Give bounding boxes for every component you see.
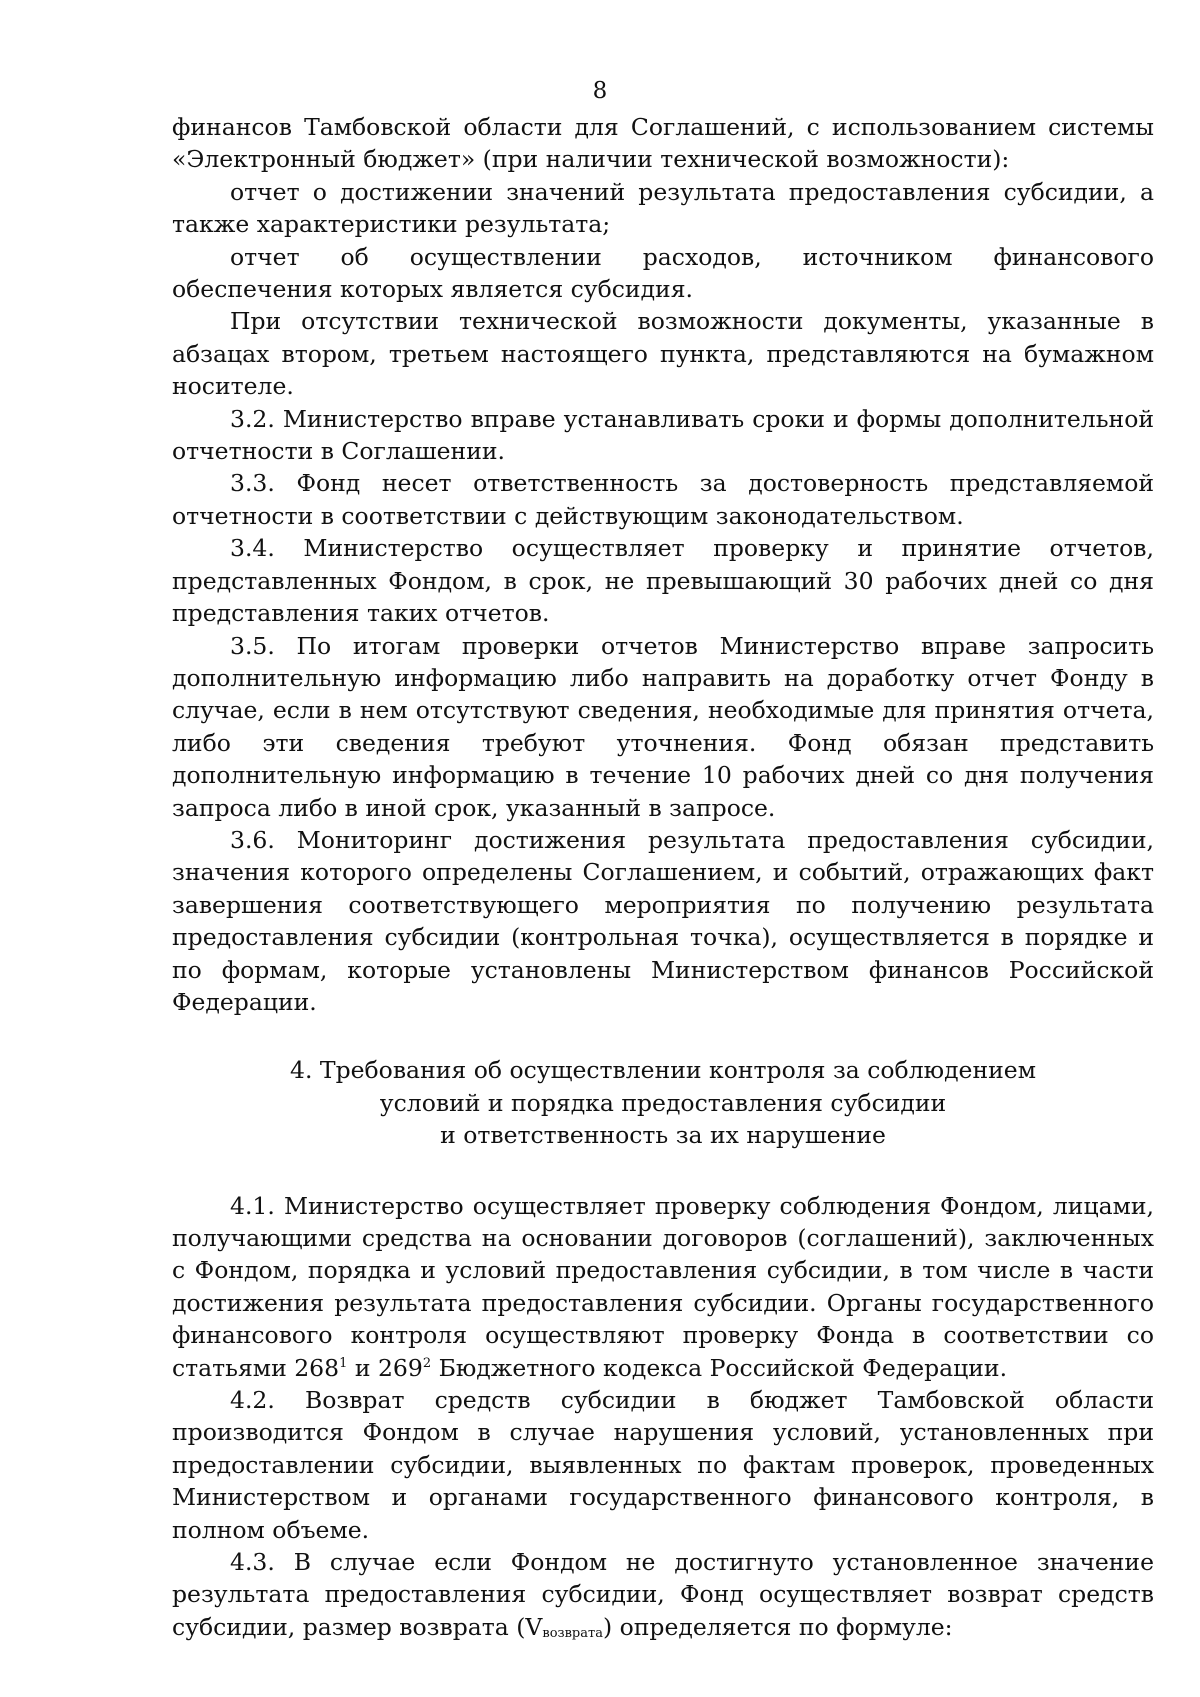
section-heading-line-1: 4. Требования об осуществлении контроля за соблюдением xyxy=(290,1056,1036,1085)
section-4-heading xyxy=(172,1054,1154,1151)
section-heading-line-2: условий и порядка предоставления субсидии xyxy=(379,1088,947,1117)
page-number: 8 xyxy=(592,78,608,104)
paragraph-4-1-end: Бюджетного кодекса Российской Федерации. xyxy=(431,1353,1008,1382)
article-superscript-2: 2 xyxy=(422,1355,432,1371)
paragraph-4-1-mid: и 269 xyxy=(347,1353,423,1382)
paragraph-report-expenses: отчет об осуществлении расходов, источником финансового обеспечения которых является субсидия. xyxy=(172,242,1154,304)
paragraph-3-2: 3.2. Министерство вправе устанавливать сроки и формы дополнительной отчетности в Соглашении. xyxy=(172,404,1154,466)
paragraph-3-6: 3.6. Мониторинг достижения результата предоставления субсидии, значения которого определены Соглашением, и событий, отражающих факт завершения соответствующего мероприятия по получению результата предоставления субсидии (контрольная точка), осуществляется в порядке и по формам, которые установлены Министерством финансов Российской Федерации. xyxy=(172,825,1154,1016)
paragraph-3-4: 3.4. Министерство осуществляет проверку и принятие отчетов, представленных Фондом, в срок, не превышающий 30 рабочих дней со дня представления таких отчетов. xyxy=(172,534,1154,628)
paragraph-paper-submission: При отсутствии технической возможности документы, указанные в абзацах втором, третьем настоящего пункта, представляются на бумажном носителе. xyxy=(172,307,1154,401)
paragraph-4-1-text: 4.1. Министерство осуществляет проверку соблюдения Фондом, лицами, получающими средства на основании договоров (соглашений), заключенных с Фондом, порядка и условий предоставления субсидии, в том числе в части достижения результата предоставления субсидии. Органы государственного финансового контроля осуществляют проверку Фонда в соответствии со статьями 268 xyxy=(172,1191,1154,1382)
paragraph-4-3-end: ) определяется по формуле: xyxy=(602,1612,953,1641)
document-body xyxy=(172,111,1154,1643)
paragraph-4-2: 4.2. Возврат средств субсидии в бюджет Тамбовской области производится Фондом в случае нарушения условий, установленных при предоставлении субсидии, выявленных по фактам проверок, проведенных Министерством и органами государственного финансового контроля, в полном объеме. xyxy=(172,1386,1154,1544)
section-heading-line-3: и ответственность за их нарушение xyxy=(440,1121,886,1150)
paragraph-4-1 xyxy=(172,1190,1154,1384)
paragraph-3-5: 3.5. По итогам проверки отчетов Министерство вправе запросить дополнительную информацию либо направить на доработку отчет Фонду в случае, если в нем отсутствуют сведения, необходимые для принятия отчета, либо эти сведения требуют уточнения. Фонд обязан представить дополнительную информацию в течение 10 рабочих дней со дня получения запроса либо в иной срок, указанный в запросе. xyxy=(172,631,1154,822)
article-superscript-1: 1 xyxy=(339,1355,348,1371)
paragraph-report-results: отчет о достижении значений результата предоставления субсидии, а также характеристики результата; xyxy=(172,177,1154,239)
paragraph-4-3 xyxy=(172,1546,1154,1643)
paragraph-continuation: финансов Тамбовской области для Соглашений, с использованием системы «Электронный бюджет» (при наличии технической возможности): xyxy=(172,113,1154,174)
v-return-subscript: возврата xyxy=(542,1625,603,1641)
paragraph-3-3: 3.3. Фонд несет ответственность за достоверность представляемой отчетности в соответствии с действующим законодательством. xyxy=(172,469,1154,530)
paragraph-4-3-text: 4.3. В случае если Фондом не достигнуто установленное значение результата предоставления субсидии, Фонд осуществляет возврат средств субсидии, размер возврата (V xyxy=(172,1548,1154,1641)
